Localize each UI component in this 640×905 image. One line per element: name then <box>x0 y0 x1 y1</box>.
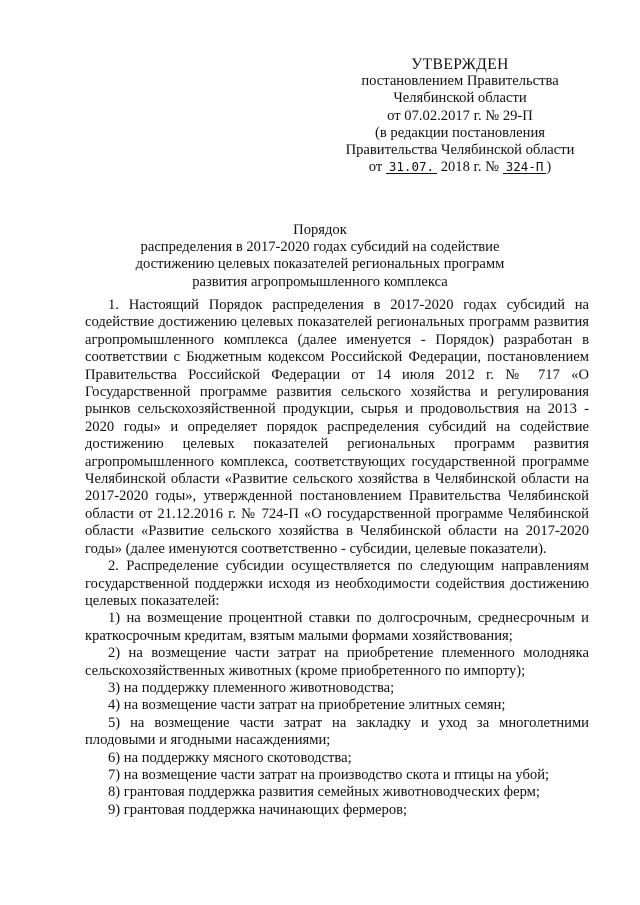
title-line: распределения в 2017-2020 годах субсидий на содействие <box>140 239 500 256</box>
amendment-year: 2018 г. № <box>440 159 500 176</box>
list-item: 9) грантовая поддержка начинающих фермеров; <box>108 801 408 818</box>
list-item: 1) на возмещение процентной ставки по долгосрочным, среднесрочным и краткосрочным кредитам, взятым малыми формами хозяйствования; <box>85 610 589 644</box>
list-item: 5) на возмещение части затрат на закладку и уход за многолетними плодовыми и ягодными насаждениями; <box>85 714 589 749</box>
document-body <box>85 297 589 819</box>
approval-line: (в редакции постановления <box>375 124 545 141</box>
list-item: 7) на возмещение части затрат на производство скота и птицы на убой; <box>108 766 550 783</box>
amendment-line <box>325 159 595 176</box>
list-item: 8) грантовая поддержка развития семейных животноводческих ферм; <box>108 784 540 801</box>
document-title <box>90 222 550 291</box>
title-line: Порядок <box>293 222 347 238</box>
approval-line: Челябинской области <box>393 90 527 107</box>
approval-title: УТВЕРЖДЕН <box>411 56 509 73</box>
amendment-suffix: ) <box>546 159 552 176</box>
title-line: развития агропромышленного комплекса <box>192 273 448 290</box>
title-line: достижению целевых показателей региональных программ <box>135 256 505 273</box>
list-item: 6) на поддержку мясного скотоводства; <box>108 749 352 766</box>
list-item: 2) на возмещение части затрат на приобретение племенного молодняка сельскохозяйственных животных (кроме приобретенного по импорту); <box>85 645 589 679</box>
list-item: 4) на возмещение части затрат на приобретение элитных семян; <box>108 697 506 714</box>
amendment-prefix: от <box>368 159 383 176</box>
paragraph-1: 1. Настоящий Порядок распределения в 2017-2020 годах субсидий на содействие достижению целевых показателей региональных программ развития агропромышленного комплекса (далее именуется - Порядок) разработан в соответствии с Бюджетным кодексом Российской Федерации, постановлением Правительства Российской Федерации от 14 июля 2012 г. № 717 «О Государственной программе развития сельского хозяйства и регулирования рынков сельскохозяйственной продукции, сырья и продовольствия на 2013 - 2020 годы» и определяет порядок распределения субсидий на содействие достижению целевых показателей региональных программ развития агропромышленного комплекса, соответствующих государственной программе Челябинской области «Развитие сельского хозяйства в Челябинской области на 2017-2020 годы», утвержденной постановлением Правительства Челябинской области от 21.12.2016 г. № 724-П «О государственной программе Челябинской области «Развитие сельского хозяйства в Челябинской области на 2017-2020 годы» (далее именуются соответственно - субсидии, целевые показатели). <box>85 297 589 557</box>
amendment-number: 324-П <box>503 161 547 174</box>
approval-line: от 07.02.2017 г. № 29-П <box>387 107 533 124</box>
list-item: 3) на поддержку племенного животноводства; <box>108 679 395 696</box>
approval-line: Правительства Челябинской области <box>345 142 575 159</box>
paragraph-2: 2. Распределение субсидии осуществляется по следующим направлениям государственной поддержки исходя из необходимости содействия достижению целевых показателей: <box>85 558 589 609</box>
approval-stamp-block <box>325 56 595 176</box>
amendment-date: 31.07. <box>386 161 437 174</box>
approval-line: постановлением Правительства <box>361 73 559 90</box>
